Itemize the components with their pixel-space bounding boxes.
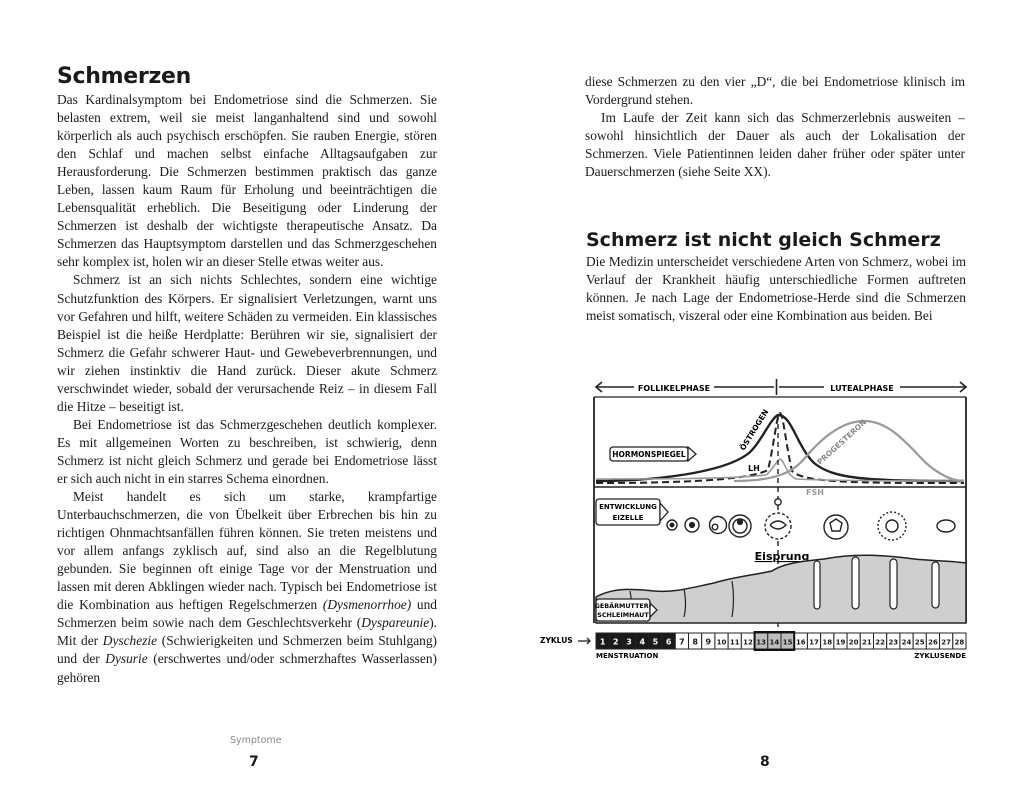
lining-label-line1: GEBÄRMUTTER- [594, 602, 652, 610]
follicular-phase-label: FOLLIKELPHASE [637, 384, 711, 393]
day-number: 3 [626, 637, 632, 647]
running-head: Symptome [230, 735, 282, 746]
term: (Dysmenorrhoe) [322, 597, 412, 613]
day-number: 23 [888, 638, 899, 647]
progesterone-label: PROGESTERON [815, 417, 869, 467]
cycle-label: ZYKLUS [540, 636, 573, 645]
day-number: 10 [716, 638, 727, 647]
paragraph: Die Medizin unterscheidet verschiedene Arten von Schmerz, wobei im Verlauf der Krankheit häufig unterschiedliche Formen auftreten können. Je nach Lage der Endometriose-Herde sind die Schmerzen meist somatisch, viszeral oder eine Kombination aus beiden. Bei [586, 254, 966, 324]
right-page [510, 0, 1020, 793]
day-number: 20 [848, 638, 859, 647]
corpus-albicans [937, 520, 955, 532]
day-number: 5 [652, 637, 659, 647]
oestrogen-label: ÖSTROGEN [738, 407, 771, 453]
day-number: 6 [665, 637, 672, 647]
text-run: (erschwertes und/oder schmerzhaftes Wasserlassen) gehören [57, 651, 437, 685]
label-arrow [688, 447, 696, 461]
text-run: und Schmerzen beim sowie nach dem Geschlechtsverkehr ( [57, 597, 437, 631]
paragraph: Bei Endometriose ist das Schmerzgeschehen deutlich komplexer. Es mit allgemeinen Worten zu beschreiben, ist schwierig, denn Schmerz ist nicht gleich Schmerz und gerade bei Endometriose lässt er sich auch nicht in ein starres Schema einordnen. [57, 416, 437, 486]
term: Dyspareunie [361, 615, 430, 631]
day-number: 19 [835, 638, 846, 647]
right-body-text-bottom [586, 253, 966, 325]
text-run: Meist handelt es sich um starke, krampfartige Unterbauchschmerzen, die von Übelkeit über Erbrechen bis hin zu richtigen Ohnmachtsanfällen führen können. Sie treten meistens und vor allem anfangs zyklisch auf, sind also an die Regelblutung gebunden. Sie beginnen oft einige Tage vor der Menstruation und lassen mit deren Abklingen wieder nach. Typisch bei Endometriose ist die Kombination aus heftigen Regelschmerzen [57, 489, 437, 613]
day-number: 28 [954, 638, 965, 647]
day-number: 9 [705, 637, 712, 647]
ovum-marker [775, 499, 781, 505]
cycle-end-label: ZYKLUSENDE [914, 652, 966, 660]
fsh-label: FSH [806, 488, 824, 497]
page-number: 7 [249, 754, 259, 770]
label-arrow [660, 503, 668, 521]
day-number: 22 [875, 638, 885, 647]
lh-label: LH [748, 464, 760, 473]
section-heading: Schmerzen [57, 64, 191, 89]
day-number: 12 [743, 638, 753, 647]
day-number: 15 [782, 638, 793, 647]
page-number: 8 [760, 754, 770, 770]
day-number: 26 [928, 638, 938, 647]
subsection-heading: Schmerz ist nicht gleich Schmerz [586, 229, 941, 251]
gland [852, 557, 859, 609]
term: Dyschezie [102, 633, 158, 649]
lining-label-line2: SCHLEIMHAUT [597, 611, 649, 619]
paragraph: Das Kardinalsymptom bei Endometriose sind die Schmerzen. Sie belasten extrem, weil sie meist langanhaltend sind und sowohl körperlich als auch psychisch erschöpfen. Sie rauben Energie, stören den Schlaf und machen selbst einfache Alltagsaufgaben zur Herausforderung. Die Schmerzen bestimmen praktisch das ganze Leben, lassen kaum Raum für Erholung und beeinträchtigen die Lebensqualität erheblich. Die Beseitigung oder Linderung der Schmerzen ist deshalb der wichtigste therapeutische Ansatz. Da Schmerzen das Hauptsymptom darstellen und das Schmerzgeschehen sehr komplex ist, holen wir an dieser Stelle etwas weiter aus. [57, 92, 437, 270]
day-number: 17 [809, 638, 819, 647]
day-number: 1 [599, 637, 606, 647]
paragraph: Im Laufe der Zeit kann sich das Schmerzerlebnis ausweiten – sowohl hinsichtlich der Dauer als auch der Lokalisation der Schmerzen. Viele Patientinnen leiden daher früher oder später unter Dauerschmerzen (siehe Seite XX). [585, 110, 965, 180]
luteal-phase-label: LUTEALPHASE [830, 384, 894, 393]
text-run: (Schwierigkeiten und Schmerzen beim Stuhlgang) und der [57, 633, 437, 667]
day-strip [596, 632, 966, 650]
day-number: 7 [679, 637, 685, 647]
day-number: 16 [795, 638, 806, 647]
hormones-label: HORMONSPIEGEL [612, 450, 686, 459]
gland [814, 561, 820, 609]
day-number: 14 [769, 638, 780, 647]
term: Dysurie [105, 651, 148, 667]
egg-label-line1: ENTWICKLUNG [599, 503, 657, 511]
day-number: 2 [613, 637, 619, 647]
day-number: 4 [639, 637, 646, 647]
follicle [710, 517, 727, 534]
text-run: ). Mit der [57, 615, 437, 649]
day-number: 25 [914, 638, 925, 647]
day-number: 18 [822, 638, 833, 647]
day-number: 11 [729, 638, 740, 647]
paragraph: Schmerz ist an sich nichts Schlechtes, sondern eine wichtige Schutzfunktion des Körpers. Er signalisiert Verletzungen, warnt uns vor Gefahren und hilft, weitere Schäden zu vermeiden. Ein klassisches Beispiel ist die heiße Herdplatte: Berühren wir sie, signalisiert der Schmerz die Gefahr schwerer Haut- und Gewebeverbrennungen, und wir ziehen instinktiv die Hand zurück. Dieser akute Schmerz verschwindet wieder, sobald der verursachende Reiz – in diesem Fall die Hitze – beseitigt ist. [57, 272, 437, 414]
egg-label-line2: EIZELLE [612, 514, 644, 522]
day-number: 13 [756, 638, 767, 647]
day-number: 8 [692, 637, 698, 647]
menstruation-label: MENSTRUATION [596, 652, 659, 660]
ovulation-label: Eisprung [754, 550, 810, 563]
day-number: 27 [941, 638, 952, 647]
cycle-illustration [534, 375, 974, 665]
day-number: 24 [901, 638, 912, 647]
gland [932, 562, 939, 608]
paragraph: diese Schmerzen zu den vier „D“, die bei Endometriose klinisch im Vordergrund stehen. [585, 74, 965, 108]
day-number: 21 [862, 638, 872, 647]
cycle-illustration-svg [534, 375, 974, 665]
left-body-text [57, 91, 437, 687]
paragraph [57, 488, 437, 687]
right-body-text-top [585, 73, 965, 181]
gland [890, 559, 897, 609]
